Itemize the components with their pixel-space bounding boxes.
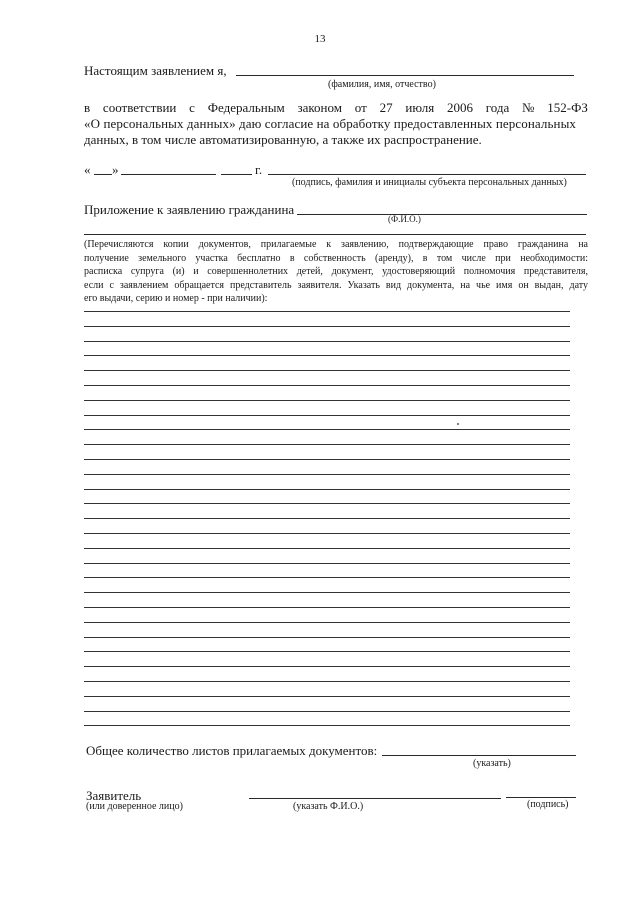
statement-intro: Настоящим заявлением я, <box>84 63 227 78</box>
page-number: 13 <box>314 33 326 45</box>
appendix-note-line: (Перечисляются копии документов, прилагаемые к заявлению, подтверждающие право гражданина на <box>84 239 588 250</box>
consent-line-3: данных, в том числе автоматизированную, а также их распространение. <box>84 132 482 147</box>
blank-line <box>84 696 570 697</box>
applicant-fio-blank <box>249 798 501 799</box>
date-year-blank <box>221 174 252 175</box>
appendix-note-line: расписка супруга (и) и совершеннолетних детей, документ, удостоверяющий полномочия представителя, <box>84 266 588 278</box>
consent-word: 2006 <box>446 100 473 115</box>
blank-line <box>84 429 570 430</box>
blank-line <box>84 326 570 327</box>
fio-caption: (фамилия, имя, отчество) <box>328 79 436 90</box>
blank-line <box>84 444 570 445</box>
applicant-fio-caption: (указать Ф.И.О.) <box>293 801 364 812</box>
appendix-title: Приложение к заявлению гражданина <box>84 202 295 217</box>
blank-line <box>84 577 570 578</box>
appendix-note-line: если с заявлением обращается представитель заявителя. Указать вид документа, на чье имя он выдан, дату <box>84 279 588 291</box>
consent-line-2: «О персональных данных» даю согласие на обработку предоставленных персональных <box>84 116 577 131</box>
totals-blank-line <box>382 755 576 756</box>
appendix-note-line: получение земельного участка бесплатно в собственность (аренду), в том числе при необходимости: <box>84 252 588 264</box>
blank-line <box>84 681 570 682</box>
applicant-sign-blank <box>506 797 576 798</box>
blank-line <box>84 400 570 401</box>
blank-line <box>84 489 570 490</box>
date-year-suffix: г. <box>255 162 263 177</box>
blank-line <box>84 341 570 342</box>
blank-line <box>84 533 570 534</box>
consent-word: 152-ФЗ <box>547 100 588 115</box>
blank-line <box>84 563 570 564</box>
blank-line <box>84 370 570 371</box>
blank-line <box>84 385 570 386</box>
signature-blank-line <box>268 174 586 175</box>
consent-word: от <box>354 100 367 115</box>
applicant-sign-caption: (подпись) <box>527 799 569 810</box>
consent-word: июля <box>405 100 435 115</box>
blank-line <box>84 503 570 504</box>
scan-speck <box>457 423 459 425</box>
consent-word: с <box>189 100 195 115</box>
fio-blank-line <box>236 75 574 76</box>
blank-line <box>84 474 570 475</box>
date-day-blank <box>94 174 112 175</box>
blank-line <box>84 637 570 638</box>
consent-word: № <box>522 100 535 115</box>
consent-word: Федеральным <box>207 100 285 115</box>
consent-word: года <box>485 100 510 115</box>
blank-line <box>84 622 570 623</box>
totals-caption: (указать) <box>473 758 511 769</box>
blank-line <box>84 607 570 608</box>
consent-word: 27 <box>379 100 393 115</box>
appendix-fio-caption: (Ф.И.О.) <box>388 214 421 224</box>
blank-line <box>84 725 570 726</box>
appendix-note-line: его выдачи, серию и номер - при наличии): <box>84 293 268 305</box>
blank-line <box>84 355 570 356</box>
totals-label: Общее количество листов прилагаемых документов: <box>86 743 378 758</box>
blank-line <box>84 518 570 519</box>
date-close-quote: » <box>112 162 119 177</box>
appendix-full-line <box>84 234 586 235</box>
blank-line <box>84 311 570 312</box>
date-open-quote: « <box>84 162 91 177</box>
consent-word: соответствии <box>102 100 177 115</box>
blank-line <box>84 548 570 549</box>
appendix-fio-blank <box>297 214 587 215</box>
applicant-sub: (или доверенное лицо) <box>86 801 183 812</box>
appendix-note <box>84 238 588 306</box>
consent-line-1 <box>84 100 588 116</box>
blank-ruled-lines <box>84 311 570 741</box>
applicant-label: Заявитель <box>86 788 142 803</box>
blank-line <box>84 651 570 652</box>
signature-caption: (подпись, фамилия и инициалы субъекта персональных данных) <box>292 177 567 188</box>
blank-line <box>84 666 570 667</box>
consent-word: в <box>84 100 91 115</box>
consent-word: законом <box>297 100 342 115</box>
date-month-blank <box>121 174 216 175</box>
blank-line <box>84 415 570 416</box>
blank-line <box>84 459 570 460</box>
blank-line <box>84 711 570 712</box>
blank-line <box>84 592 570 593</box>
